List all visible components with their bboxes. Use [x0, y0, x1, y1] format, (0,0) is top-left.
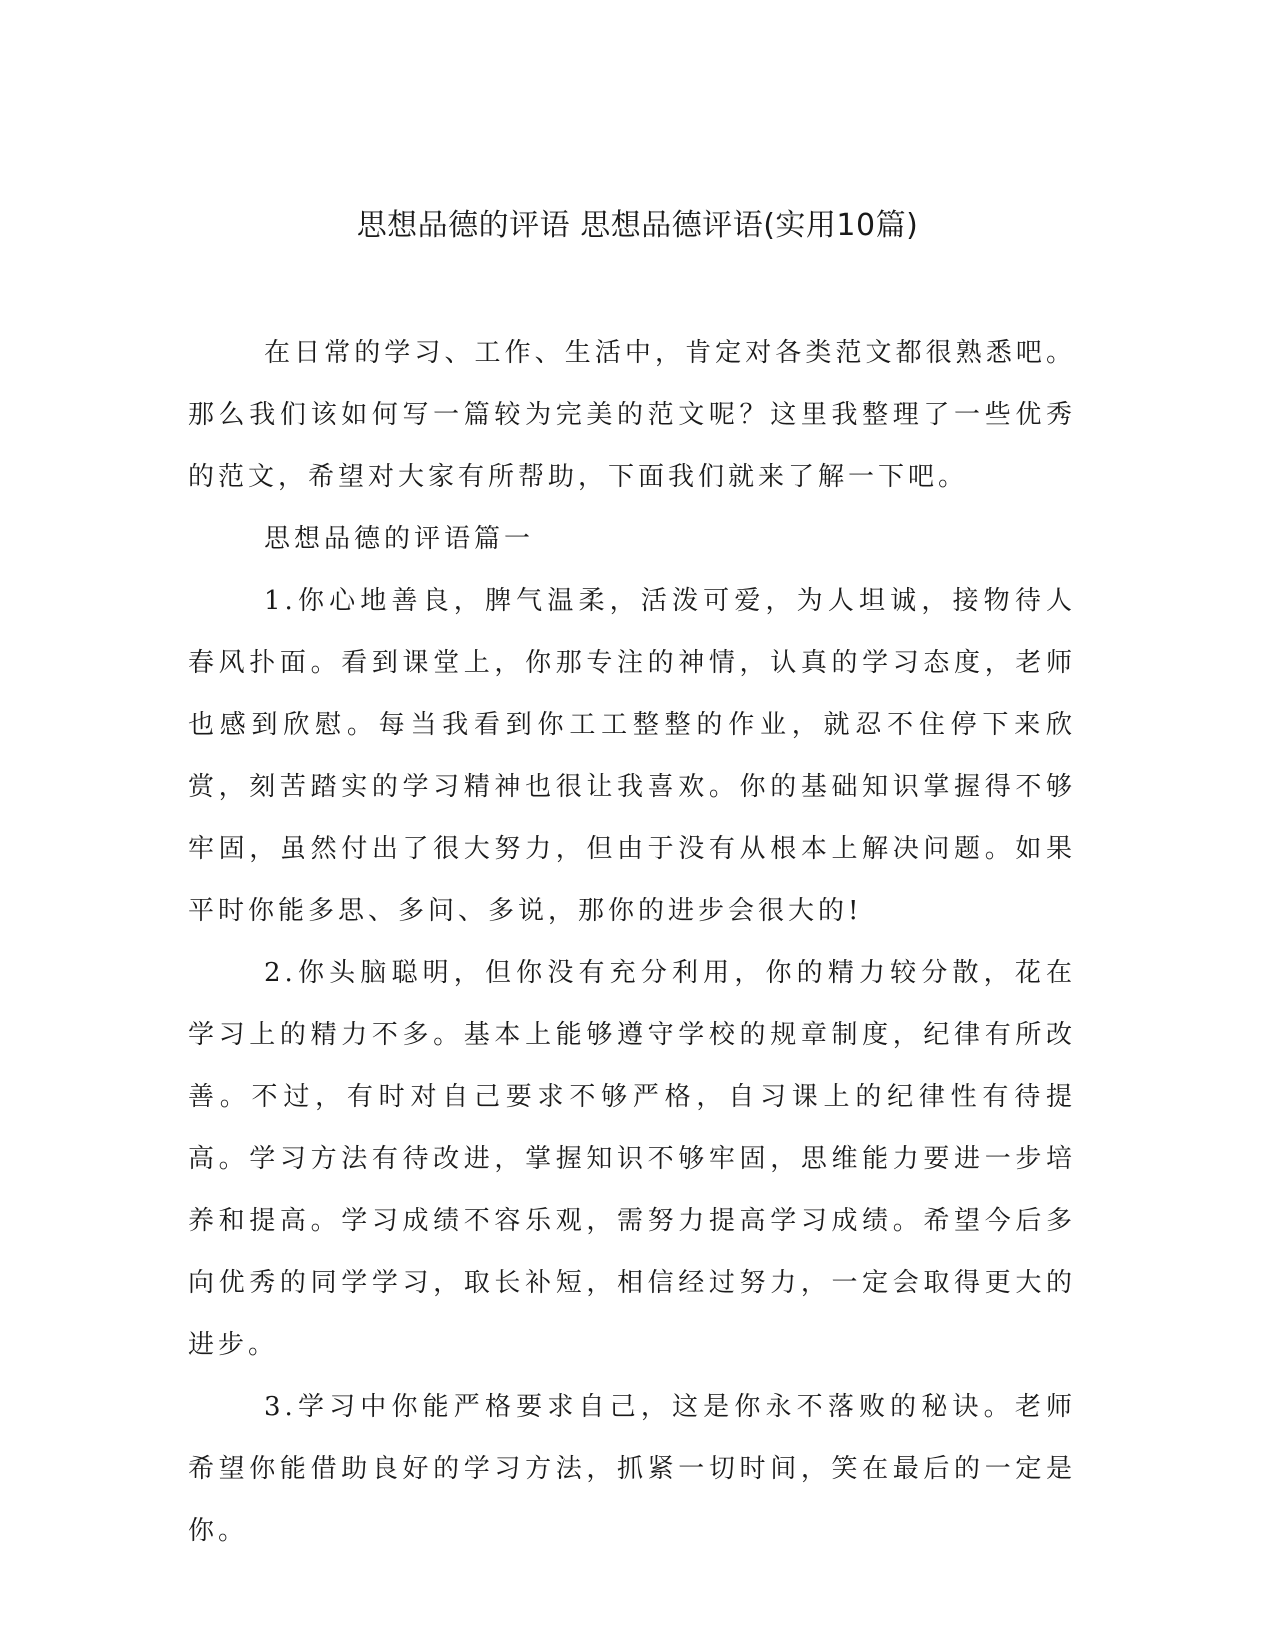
comment-paragraph-1: 1.你心地善良，脾气温柔，活泼可爱，为人坦诚，接物待人春风扑面。看到课堂上，你那专注的神情，认真的学习态度，老师也感到欣慰。每当我看到你工工整整的作业，就忍不住停下来欣赏，刻苦踏实的学习精神也很让我喜欢。你的基础知识掌握得不够牢固，虽然付出了很大努力，但由于没有从根本上解决问题。如果平时你能多思、多问、多说，那你的进步会很大的!: [188, 586, 1076, 926]
section-heading: 思想品德的评语篇一: [264, 524, 535, 554]
intro-paragraph: 在日常的学习、工作、生活中，肯定对各类范文都很熟悉吧。那么我们该如何写一篇较为完美的范文呢？这里我整理了一些优秀的范文，希望对大家有所帮助，下面我们就来了解一下吧。: [188, 338, 1076, 492]
document-body: [188, 322, 1076, 1562]
comment-paragraph-2: 2.你头脑聪明，但你没有充分利用，你的精力较分散，花在学习上的精力不多。基本上能够遵守学校的规章制度，纪律有所改善。不过，有时对自己要求不够严格，自习课上的纪律性有待提高。学习方法有待改进，掌握知识不够牢固，思维能力要进一步培养和提高。学习成绩不容乐观，需努力提高学习成绩。希望今后多向优秀的同学学习，取长补短，相信经过努力，一定会取得更大的进步。: [188, 958, 1076, 1360]
document-title: 思想品德的评语 思想品德评语(实用10篇): [356, 208, 919, 243]
comment-paragraph-3: 3.学习中你能严格要求自己，这是你永不落败的秘诀。老师希望你能借助良好的学习方法，抓紧一切时间，笑在最后的一定是你。: [188, 1392, 1076, 1546]
